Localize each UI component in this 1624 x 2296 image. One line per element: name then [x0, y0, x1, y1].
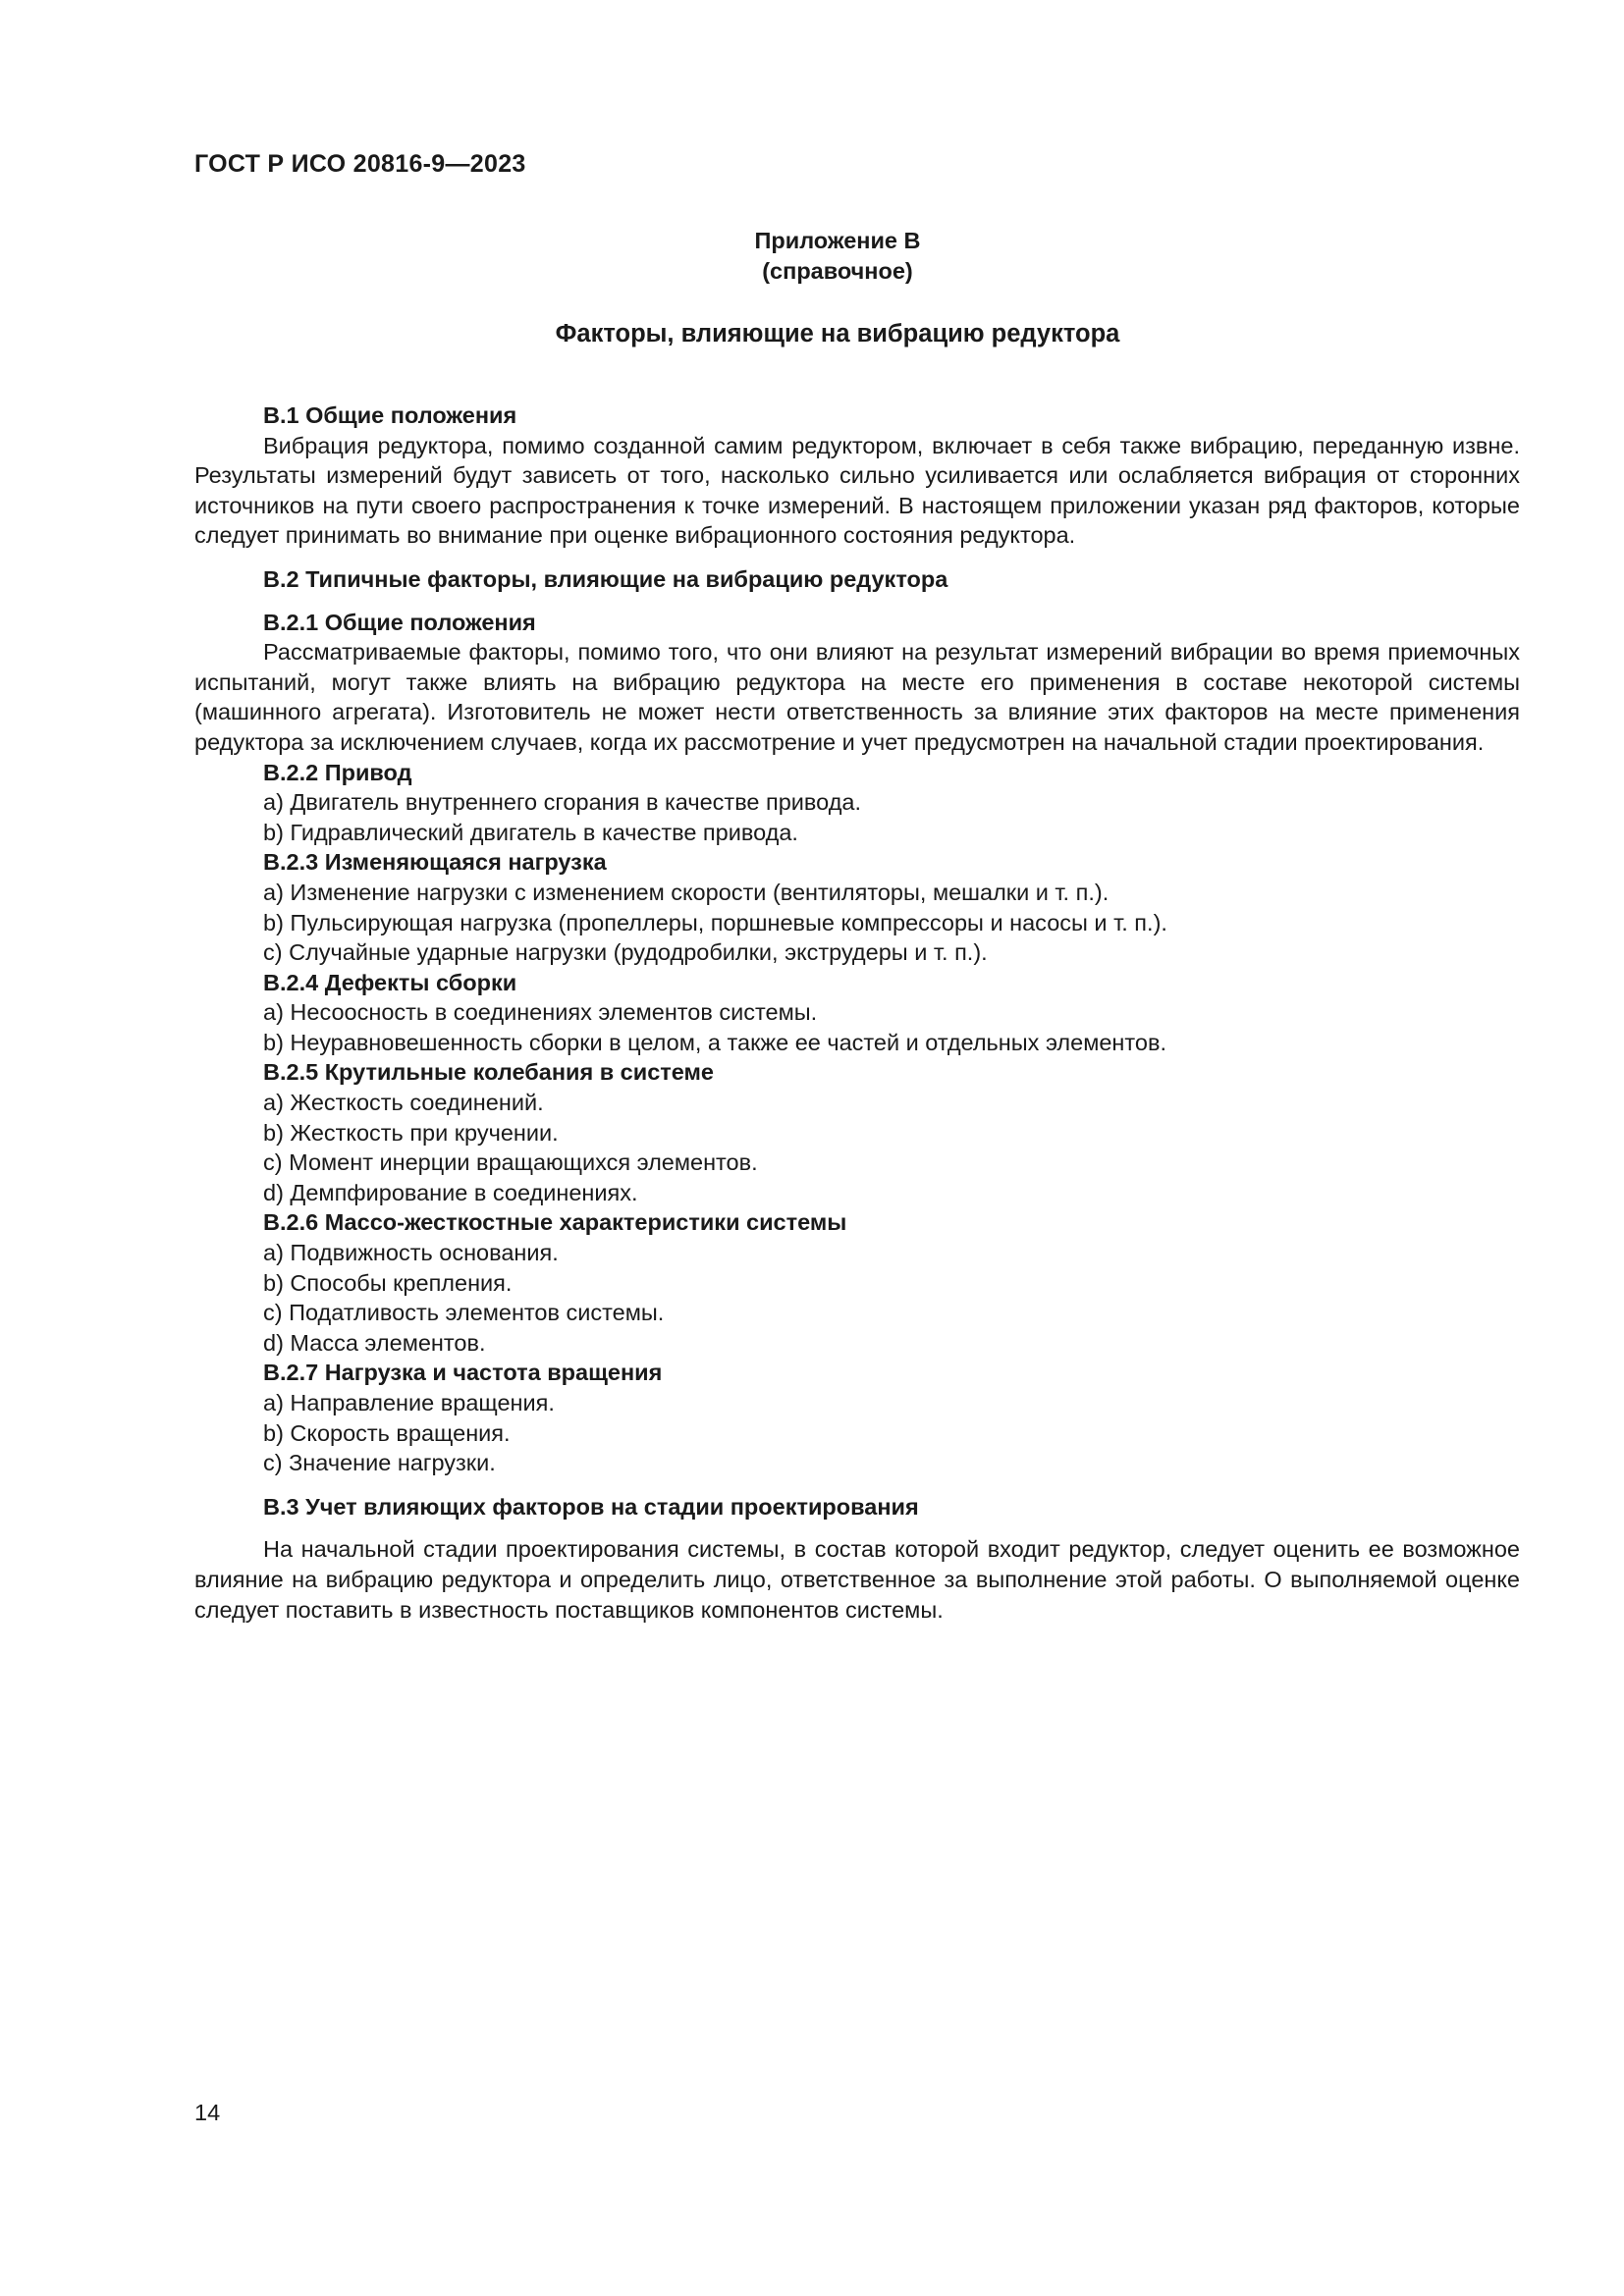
list-item: a) Несоосность в соединениях элементов системы. [263, 999, 818, 1026]
list-item: b) Жесткость при кручении. [263, 1119, 559, 1146]
list-item: c) Значение нагрузки. [263, 1450, 496, 1476]
document-body [194, 400, 1520, 1625]
list-item: c) Момент инерции вращающихся элементов. [263, 1149, 758, 1176]
list-item: a) Жесткость соединений. [263, 1090, 544, 1116]
subsection-heading-b26: В.2.6 Массо-жесткостные характеристики системы [263, 1209, 847, 1236]
document-code: ГОСТ Р ИСО 20816-9—2023 [194, 150, 526, 178]
list-item: d) Демпфирование в соединениях. [263, 1179, 638, 1205]
subsection-heading-b23: В.2.3 Изменяющаяся нагрузка [263, 849, 607, 876]
list-item: d) Масса элементов. [263, 1329, 486, 1356]
subsection-heading-b22: В.2.2 Привод [263, 759, 412, 785]
page-number: 14 [194, 2100, 221, 2125]
subsection-heading-b27: В.2.7 Нагрузка и частота вращения [263, 1360, 663, 1386]
list-item: b) Пульсирующая нагрузка (пропеллеры, поршневые компрессоры и насосы и т. п.). [263, 909, 1167, 935]
list-item: b) Скорость вращения. [263, 1419, 511, 1446]
list-item: b) Способы крепления. [263, 1269, 513, 1296]
subsection-text-b21: Рассматриваемые факторы, помимо того, что они влияют на результат измерений вибрации во время приемочных испытаний, могут также влиять на вибрацию редуктора на месте его применения в составе некоторой системы (машинного агрегата). Изготовитель не может нести ответственность за влияние этих факторов на месте применения редуктора за исключением случаев, когда их рассмотрение и учет предусмотрен на начальной стадии проектирования. [194, 639, 1520, 755]
list-item: b) Гидравлический двигатель в качестве привода. [263, 819, 798, 845]
section-text-b1: Вибрация редуктора, помимо созданной самим редуктором, включает в себя также вибрацию, переданную извне. Результаты измерений будут зависеть от того, насколько сильно усиливается или ослабляется вибрация от сторонних источников на пути своего распространения к точке измерений. В настоящем приложении указан ряд факторов, которые следует принимать во внимание при оценке вибрационного состояния редуктора. [194, 432, 1520, 549]
appendix-status: (справочное) [762, 257, 913, 284]
appendix-title: Факторы, влияющие на вибрацию редуктора [555, 320, 1120, 347]
subsection-heading-b24: В.2.4 Дефекты сборки [263, 969, 517, 995]
list-item: c) Случайные ударные нагрузки (рудодробилки, экструдеры и т. п.). [263, 939, 988, 966]
section-text-b3: На начальной стадии проектирования системы, в состав которой входит редуктор, следует оценить ее возможное влияние на вибрацию редуктора и определить лицо, ответственное за выполнение этой работы. О выполняемой оценке следует поставить в известность поставщиков компонентов системы. [194, 1536, 1520, 1623]
list-item: a) Изменение нагрузки с изменением скорости (вентиляторы, мешалки и т. п.). [263, 879, 1110, 905]
list-item: a) Двигатель внутреннего сгорания в качестве привода. [263, 789, 862, 816]
list-item: c) Податливость элементов системы. [263, 1300, 665, 1326]
section-heading-b2: В.2 Типичные факторы, влияющие на вибрацию редуктора [263, 565, 948, 592]
list-item: b) Неуравновешенность сборки в целом, а также ее частей и отдельных элементов. [263, 1029, 1166, 1055]
list-item: a) Подвижность основания. [263, 1240, 559, 1266]
section-heading-b1: В.1 Общие положения [263, 402, 517, 428]
appendix-label: Приложение В [754, 228, 921, 253]
list-item: a) Направление вращения. [263, 1390, 555, 1415]
subsection-heading-b25: В.2.5 Крутильные колебания в системе [263, 1059, 714, 1086]
subsection-heading-b21: В.2.1 Общие положения [263, 609, 536, 635]
appendix-heading [0, 226, 1624, 286]
section-heading-b3: В.3 Учет влияющих факторов на стадии проектирования [263, 1493, 919, 1520]
